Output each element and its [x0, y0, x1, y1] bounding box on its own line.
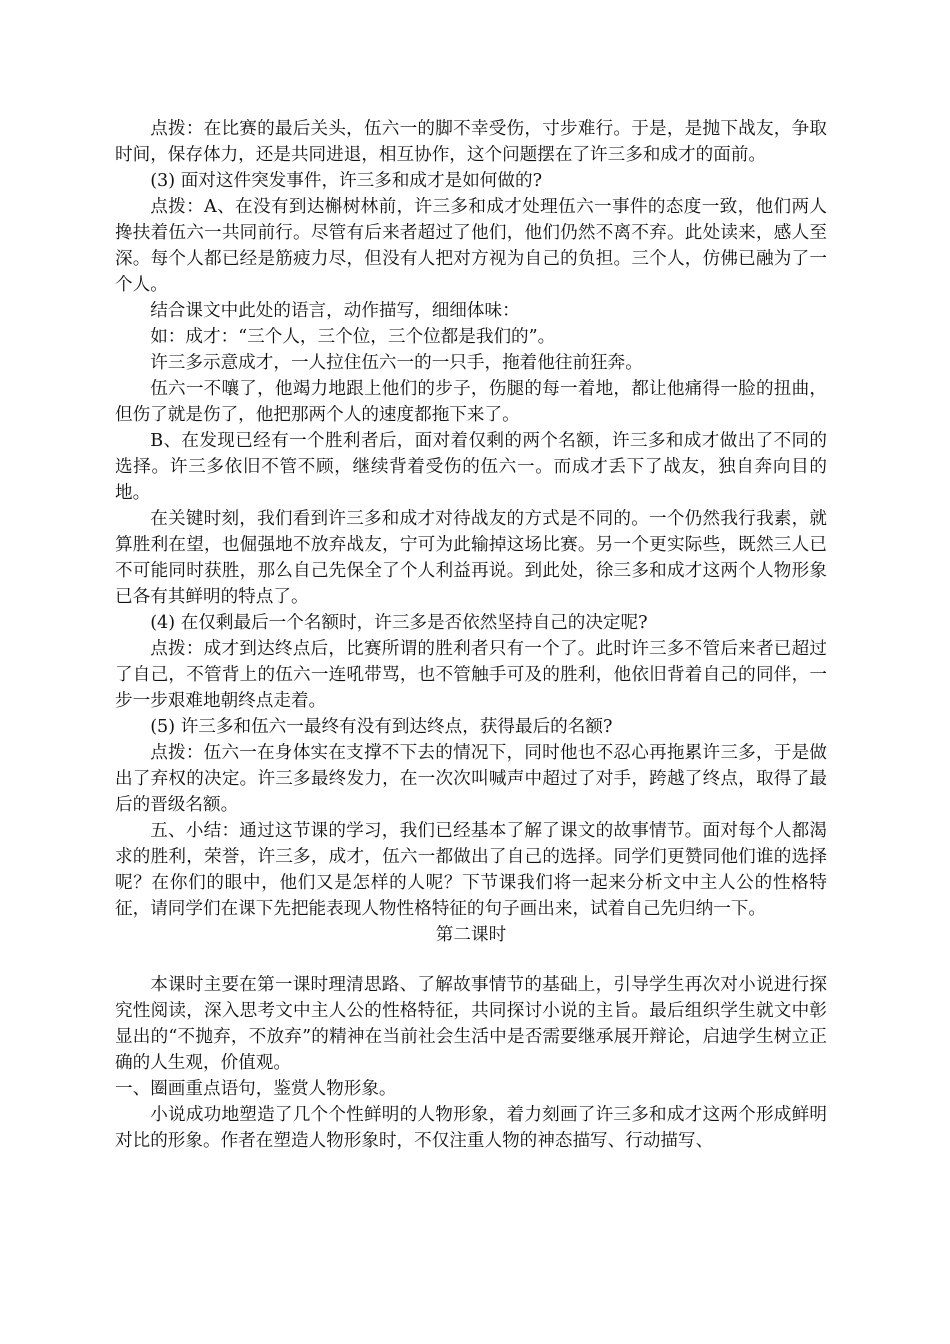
paragraph-analysis: 在关键时刻，我们看到许三多和成才对待战友的方式是不同的。一个仍然我行我素，就算胜利在望，也倔强地不放弃战友，宁可为此输掉这场比赛。另一个更实际些，既然三人已不可能同时获胜，那么自己先保全了个人利益再说。到此处，徐三多和成才这两个人物形象已各有其鲜明的特点了。 [115, 509, 827, 607]
paragraph-hint-5: 点拨：伍六一在身体实在支撑不下去的情况下，同时他也不忍心再拖累许三多，于是做出了弃权的决定。许三多最终发力，在一次次叫喊声中超过了对手，跨越了终点，取得了最后的晋级名额。 [115, 743, 827, 815]
paragraph-hint-3b: B、在发现已经有一个胜利者后，面对着仅剩的两个名额，许三多和成才做出了不同的选择。许三多依旧不管不顾，继续背着受伤的伍六一。而成才丢下了战友，独自奔向目的地。 [115, 431, 827, 503]
document-page [115, 116, 827, 1154]
question-5: (5) 许三多和伍六一最终有没有到达终点，获得最后的名额? [150, 717, 613, 737]
question-3: (3) 面对这件突发事件，许三多和成才是如何做的? [150, 171, 543, 191]
paragraph-hint-4: 点拨：成才到达终点后，比赛所谓的胜利者只有一个了。此时许三多不管后来者已超过了自己，不管背上的伍六一连吼带骂，也不管触手可及的胜利，他依旧背着自己的同伴，一步一步艰难地朝终点走着。 [115, 639, 827, 711]
paragraph-summary: 五、小结：通过这节课的学习，我们已经基本了解了课文的故事情节。面对每个人都渴求的胜利，荣誉，许三多，成才，伍六一都做出了自己的选择。同学们更赞同他们谁的选择呢？在你们的眼中，他们又是怎样的人呢？下节课我们将一起来分析文中主人公的性格特征，请同学们在课下先把能表现人物性格特征的句子画出来，试着自己先归纳一下。 [115, 821, 827, 919]
paragraph-hint-1: 点拨：在比赛的最后关头，伍六一的脚不幸受伤，寸步难行。于是，是抛下战友，争取时间，保存体力，还是共同进退，相互协作，这个问题摆在了许三多和成才的面前。 [115, 119, 827, 165]
paragraph-instruction: 结合课文中此处的语言，动作描写，细细体味： [150, 301, 520, 321]
paragraph-quote-3: 伍六一不嚷了，他竭力地跟上他们的步子，伤腿的每一着地，都让他痛得一脸的扭曲，但伤了就是伤了，他把那两个人的速度都拖下来了。 [115, 379, 827, 425]
paragraph-hint-3a: 点拨：A、在没有到达槲树林前，许三多和成才处理伍六一事件的态度一致，他们两人搀扶着伍六一共同前行。尽管有后来者超过了他们，他们仍然不离不弃。此处读来，感人至深。每个人都已经是筋疲力尽，但没有人把对方视为自己的负担。三个人，仿佛已融为了一个人。 [115, 197, 827, 295]
question-4: (4) 在仅剩最后一个名额时，许三多是否依然坚持自己的决定呢? [150, 613, 648, 633]
paragraph-quote-1: 如：成才：“三个人，三个位，三个位都是我们的”。 [150, 327, 556, 347]
paragraph-lesson2-intro: 本课时主要在第一课时理清思路、了解故事情节的基础上，引导学生再次对小说进行探究性阅读，深入思考文中主人公的性格特征，共同探讨小说的主旨。最后组织学生就文中彰显出的“不抛弃，不放弃”的精神在当前社会生活中是否需要继承展开辩论，启迪学生树立正确的人生观，价值观。 [115, 975, 827, 1073]
section-heading-1: 一、圈画重点语句，鉴赏人物形象。 [115, 1079, 397, 1099]
section-title: 第二课时 [435, 925, 507, 945]
paragraph-lesson2-body: 小说成功地塑造了几个个性鲜明的人物形象，着力刻画了许三多和成才这两个形成鲜明对比的形象。作者在塑造人物形象时，不仅注重人物的神态描写、行动描写、 [115, 1105, 827, 1151]
paragraph-quote-2: 许三多示意成才，一人拉住伍六一的一只手，拖着他往前狂奔。 [150, 353, 643, 373]
blank-line [115, 948, 827, 972]
